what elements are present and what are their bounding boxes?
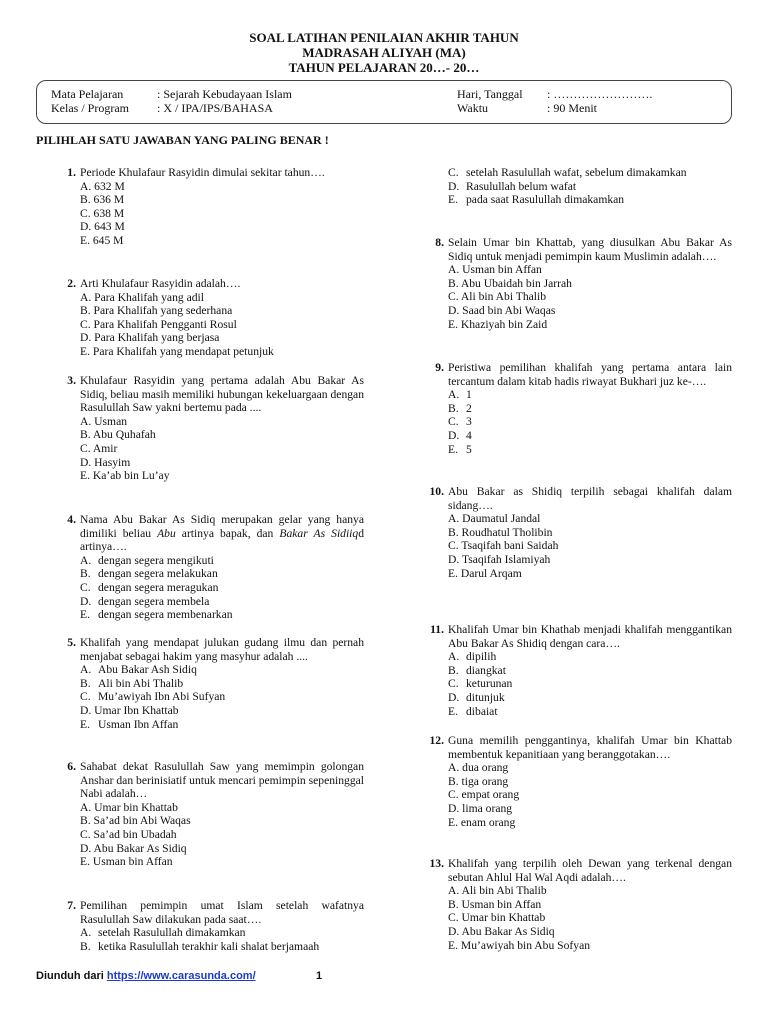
option-e[interactable]: E. Para Khalifah yang mendapat petunjuk: [80, 344, 274, 358]
question-6: [67, 760, 364, 869]
hari-value: : …………………….: [547, 87, 653, 101]
question-4: [67, 513, 365, 622]
option-d[interactable]: D. Abu Bakar As Sidiq: [448, 924, 555, 938]
option-a[interactable]: A. Ali bin Abi Thalib: [448, 884, 547, 898]
option-c[interactable]: C. 3: [448, 415, 472, 429]
question-8: [435, 236, 732, 331]
option-b[interactable]: B. 636 M: [80, 193, 125, 207]
option-a[interactable]: A. dipilih: [448, 650, 497, 664]
question-number: 1.: [67, 166, 76, 179]
waktu-value: : 90 Menit: [547, 101, 597, 115]
option-d[interactable]: D. dengan segera membela: [80, 594, 210, 608]
option-d[interactable]: D. 4: [448, 428, 472, 442]
option-c[interactable]: C. Sa’ad bin Ubadah: [80, 827, 177, 841]
question-number: 4.: [67, 513, 76, 526]
option-d[interactable]: D. Tsaqifah Islamiyah: [448, 552, 551, 566]
option-a[interactable]: A. Daumatul Jandal: [448, 512, 541, 526]
option-e[interactable]: E. dibaiat: [448, 704, 498, 718]
option-d[interactable]: D. Umar Ibn Khattab: [80, 703, 179, 717]
option-c[interactable]: C. setelah Rasulullah wafat, sebelum dimakamkan: [448, 166, 687, 179]
option-e[interactable]: E. Ka’ab bin Lu’ay: [80, 469, 170, 483]
question-9: [435, 361, 732, 456]
option-e[interactable]: E. Darul Arqam: [448, 566, 522, 580]
option-c[interactable]: C. Tsaqifah bani Saidah: [448, 539, 559, 553]
question-2: [67, 277, 364, 359]
option-b[interactable]: B. Sa’ad bin Abi Waqas: [80, 814, 191, 828]
question-number: 10.: [429, 485, 444, 498]
footer-link[interactable]: https://www.carasunda.com/: [106, 970, 256, 982]
option-c[interactable]: C. Mu’awiyah Ibn Abi Sufyan: [80, 690, 226, 704]
option-b[interactable]: B. ketika Rasulullah terakhir kali shalat berjamaah: [80, 939, 320, 953]
option-d[interactable]: D. lima orang: [448, 801, 513, 815]
footer-source: [36, 970, 256, 982]
question-10: [429, 485, 732, 580]
option-d[interactable]: D. Hasyim: [80, 455, 131, 469]
waktu-label: Waktu: [457, 101, 489, 115]
question-stem: Khalifah yang terpilih oleh Dewan yang terkenal dengan sebutan Ahlul Hal Wal Aqdi adalah….: [448, 857, 732, 884]
option-a[interactable]: A. dengan segera mengikuti: [80, 553, 214, 567]
option-b[interactable]: B. Para Khalifah yang sederhana: [80, 304, 233, 318]
question-stem: Selain Umar bin Khattab, yang diusulkan Abu Bakar As Sidiq untuk menjadi pemimpin kaum Muslimin adalah….: [448, 236, 732, 263]
question-7: [67, 899, 364, 953]
question-12: [429, 734, 732, 829]
question-stem: Abu Bakar as Shidiq terpilih sebagai khalifah dalam sidang….: [448, 485, 732, 512]
question-13: [429, 857, 732, 952]
option-a[interactable]: A. Abu Bakar Ash Sidiq: [80, 663, 197, 677]
option-e[interactable]: E. enam orang: [448, 815, 516, 829]
question-stem: Pemilihan pemimpin umat Islam setelah wafatnya Rasulullah Saw dilakukan pada saat….: [80, 899, 364, 926]
option-d[interactable]: D. Rasulullah belum wafat: [448, 179, 577, 193]
question-stem: Arti Khulafaur Rasyidin adalah….: [80, 277, 241, 290]
option-b[interactable]: B. Abu Quhafah: [80, 428, 156, 442]
question-stem: Periode Khulafaur Rasyidin dimulai sekitar tahun….: [80, 166, 325, 179]
option-a[interactable]: A. Umar bin Khattab: [80, 800, 178, 814]
option-a[interactable]: A. setelah Rasulullah dimakamkan: [80, 926, 246, 940]
instruction: PILIHLAH SATU JAWABAN YANG PALING BENAR !: [36, 133, 329, 147]
option-b[interactable]: B. Ali bin Abi Thalib: [80, 676, 184, 690]
question-number: 13.: [429, 857, 444, 870]
option-b[interactable]: B. 2: [448, 401, 472, 415]
question-number: 11.: [430, 623, 444, 636]
question-stem: Nama Abu Bakar As Sidiq merupakan gelar yang hanya dimiliki beliau Abu artinya bapak, dan Bakar As Sidiiqd artinya….: [80, 513, 365, 554]
question-number: 8.: [435, 236, 444, 249]
option-e[interactable]: E. Usman bin Affan: [80, 855, 173, 869]
question-stem: Guna memilih penggantinya, khalifah Umar bin Khattab membentuk kepanitiaan yang beranggotakan….: [448, 734, 732, 761]
option-c[interactable]: C. empat orang: [448, 788, 520, 802]
kelas-label: Kelas / Program: [51, 101, 129, 115]
question-stem: Khalifah Umar bin Khathab menjadi khalifah menggantikan Abu Bakar As Shidiq dengan cara….: [448, 623, 732, 650]
option-e[interactable]: E. pada saat Rasulullah dimakamkan: [448, 193, 625, 207]
option-b[interactable]: B. Usman bin Affan: [448, 897, 542, 911]
title-line-2: MADRASAH ALIYAH (MA): [302, 45, 466, 60]
option-c[interactable]: C. 638 M: [80, 206, 125, 220]
option-a[interactable]: A. 632 M: [80, 179, 125, 193]
question-stem: Khalifah yang mendapat julukan gudang ilmu dan pernah menjabat sebagai hakim yang masyhur adalah ....: [80, 636, 364, 663]
page-number: 1: [316, 970, 323, 982]
option-a[interactable]: A. Para Khalifah yang adil: [80, 290, 204, 304]
option-b[interactable]: B. diangkat: [448, 663, 506, 677]
question-3: [67, 374, 364, 483]
option-c[interactable]: C. keturunan: [448, 677, 513, 691]
option-d[interactable]: D. Para Khalifah yang berjasa: [80, 331, 220, 345]
question-number: 7.: [67, 899, 76, 912]
option-a[interactable]: A. Usman bin Affan: [448, 263, 542, 277]
option-e[interactable]: E. 5: [448, 442, 472, 456]
kelas-value: : X / IPA/IPS/BAHASA: [157, 101, 273, 115]
option-b[interactable]: B. dengan segera melakukan: [80, 567, 218, 581]
option-b[interactable]: B. Roudhatul Tholibin: [448, 525, 553, 539]
option-a[interactable]: A. 1: [448, 388, 472, 402]
option-c[interactable]: C. Umar bin Khattab: [448, 911, 546, 925]
title-line-1: SOAL LATIHAN PENILAIAN AKHIR TAHUN: [249, 30, 519, 45]
question-number: 12.: [429, 734, 444, 747]
question-number: 5.: [67, 636, 76, 649]
question-11: [430, 623, 732, 718]
option-c[interactable]: C. dengan segera meragukan: [80, 580, 219, 594]
option-e[interactable]: E. dengan segera membenarkan: [80, 608, 233, 622]
question-1: [67, 166, 364, 248]
question-stem: Sahabat dekat Rasulullah Saw yang memimpin golongan Anshar dan berinisiatif untuk mencari pemimpin sepeninggal Nabi adalah…: [80, 760, 364, 801]
option-a[interactable]: A. Usman: [80, 414, 128, 428]
question-stem: Peristiwa pemilihan khalifah yang pertama antara lain tercantum dalam kitab hadis riwayat Bukhari juz ke-….: [448, 361, 732, 388]
hari-label: Hari, Tanggal: [457, 87, 523, 101]
question-5: [67, 636, 364, 731]
option-e[interactable]: E. Khaziyah bin Zaid: [448, 317, 548, 331]
option-d[interactable]: D. Abu Bakar As Sidiq: [80, 841, 187, 855]
question-number: 6.: [67, 760, 76, 773]
footer-label: Diunduh dari: [36, 970, 107, 982]
title-line-3: TAHUN PELAJARAN 20…- 20…: [288, 60, 480, 75]
mapel-value: : Sejarah Kebudayaan Islam: [157, 87, 292, 101]
option-b[interactable]: B. Abu Ubaidah bin Jarrah: [448, 276, 572, 290]
question-number: 9.: [435, 361, 444, 374]
question-number: 3.: [67, 374, 76, 387]
option-d[interactable]: D. ditunjuk: [448, 690, 505, 704]
option-e[interactable]: E. Mu’awiyah bin Abu Sofyan: [448, 938, 591, 952]
option-d[interactable]: D. 643 M: [80, 220, 125, 234]
question-number: 2.: [67, 277, 76, 290]
option-c[interactable]: C. Amir: [80, 441, 118, 455]
option-d[interactable]: D. Saad bin Abi Waqas: [448, 303, 556, 317]
exam-info-box: [36, 80, 732, 124]
option-a[interactable]: A. dua orang: [448, 761, 509, 775]
question-stem: Khulafaur Rasyidin yang pertama adalah Abu Bakar As Sidiq, beliau masih memiliki hubungan kekeluargaan dengan Rasulullah Saw yakni bertemu pada ....: [80, 374, 364, 415]
option-c[interactable]: C. Para Khalifah Pengganti Rosul: [80, 317, 237, 331]
option-b[interactable]: B. tiga orang: [448, 774, 509, 788]
mapel-label: Mata Pelajaran: [51, 87, 124, 101]
option-c[interactable]: C. Ali bin Abi Thalib: [448, 290, 547, 304]
question-7-continued: [448, 166, 732, 207]
option-e[interactable]: E. Usman Ibn Affan: [80, 717, 179, 731]
option-e[interactable]: E. 645 M: [80, 233, 124, 247]
